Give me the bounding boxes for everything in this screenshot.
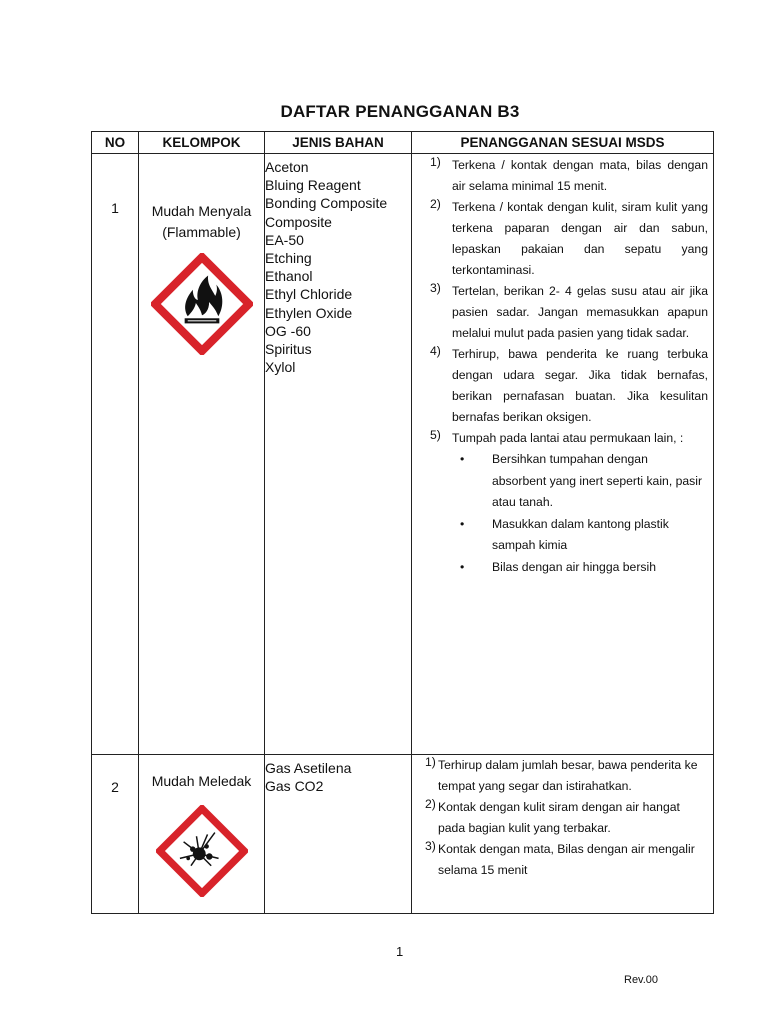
table-row [92, 755, 714, 914]
list-item: Aceton [265, 159, 309, 175]
step-text: Terhirup, bawa penderita ke ruang terbuka dengan udara segar. Jika tidak bernafas, berikan pernafasan buatan. Jika kesulitan bernafas berikan oksigen. [452, 347, 708, 424]
header-kelompok: KELOMPOK [139, 132, 265, 154]
step-number: 5) [430, 428, 441, 442]
list-item: Composite [265, 213, 332, 230]
kelompok-cell [139, 154, 265, 755]
step-text: Tertelan, berikan 2- 4 gelas susu atau air jika pasien sadar. Jangan memasukkan apapun melalui mulut pada pasien yang tidak sadar. [452, 284, 708, 340]
step-item [412, 155, 713, 197]
bullet-text: Bersihkan tumpahan dengan absorbent yang inert seperti kain, pasir atau tanah. [492, 452, 703, 509]
step-list [412, 755, 713, 881]
kelompok-cell [139, 755, 265, 914]
jenis-cell [265, 154, 412, 755]
bullet-text: Bilas dengan air hingga bersih [492, 559, 656, 574]
list-item: Ethanol [265, 268, 313, 285]
step-number: 2) [430, 197, 441, 211]
step-number: 3) [425, 839, 436, 853]
bullet-icon: • [460, 452, 465, 466]
list-item: OG -60 [265, 322, 311, 339]
step-text: Terkena / kontak dengan mata, bilas dengan air selama minimal 15 menit. [452, 158, 708, 193]
bullet-icon: • [460, 516, 465, 531]
step-number: 1) [430, 155, 441, 169]
step-item [412, 755, 713, 797]
step-item [412, 281, 713, 344]
step-item [412, 344, 713, 428]
step-text: Kontak dengan kulit siram dengan air hangat pada bagian kulit yang terbakar. [438, 800, 680, 835]
step-text: Terkena / kontak dengan kulit, siram kulit yang terkena paparan dengan air dan sabun, lepaskan pakaian dan sepatu yang terkontaminasi. [452, 200, 708, 277]
explosive-icon [156, 805, 248, 897]
kelompok-label: Mudah Meledak [151, 773, 252, 789]
jenis-list [265, 759, 411, 795]
header-jenis: JENIS BAHAN [265, 132, 412, 154]
step-list [412, 155, 713, 578]
list-item: Xylol [265, 359, 296, 376]
table-header-row [92, 132, 714, 154]
bullet-item [452, 557, 708, 579]
step-text: Terhirup dalam jumlah besar, bawa penderita ke tempat yang segar dan istirahatkan. [438, 758, 698, 793]
list-item: Gas Asetilena [265, 760, 352, 776]
list-item: EA-50 [265, 231, 304, 248]
hazard-table [91, 131, 714, 914]
step-item [412, 839, 713, 881]
jenis-list [265, 158, 411, 376]
step-number: 1) [425, 755, 436, 769]
list-item: Etching [265, 250, 312, 267]
row-number-cell [92, 154, 139, 755]
page-number: 1 [396, 944, 404, 959]
step-item [412, 197, 713, 281]
penanganan-cell [412, 154, 714, 755]
list-item: Bonding Composite [265, 195, 388, 212]
page-title: DAFTAR PENANGGANAN B3 [280, 102, 520, 121]
list-item: Ethyl Chloride [265, 286, 353, 303]
step-text: Tumpah pada lantai atau permukaan lain, : [452, 431, 684, 445]
row-number: 2 [111, 779, 119, 795]
step-number: 2) [425, 797, 436, 811]
penanganan-cell [412, 755, 714, 914]
step-item [412, 428, 713, 578]
list-item: Gas CO2 [265, 778, 324, 795]
kelompok-sublabel: (Flammable) [162, 224, 241, 240]
bullet-item [452, 449, 708, 514]
list-item: Bluing Reagent [265, 177, 361, 194]
revision-label: Rev.00 [624, 974, 659, 986]
step-text: Kontak dengan mata, Bilas dengan air mengalir selama 15 menit [438, 842, 695, 877]
kelompok-label: Mudah Menyala [151, 203, 252, 219]
table-row [92, 154, 714, 755]
step-item [412, 797, 713, 839]
header-penanganan: PENANGGANAN SESUAI MSDS [412, 132, 714, 154]
header-no: NO [92, 132, 139, 154]
bullet-item [452, 514, 708, 557]
flammable-icon [151, 253, 253, 355]
row-number-cell [92, 755, 139, 914]
bullet-list [452, 449, 708, 578]
step-number: 3) [430, 281, 441, 295]
list-item: Spiritus [265, 341, 312, 358]
jenis-cell [265, 755, 412, 914]
row-number: 1 [111, 200, 119, 216]
step-number: 4) [430, 344, 441, 358]
list-item: Ethylen Oxide [265, 304, 353, 321]
bullet-icon: • [460, 559, 465, 574]
bullet-text: Masukkan dalam kantong plastik sampah kimia [492, 516, 669, 552]
